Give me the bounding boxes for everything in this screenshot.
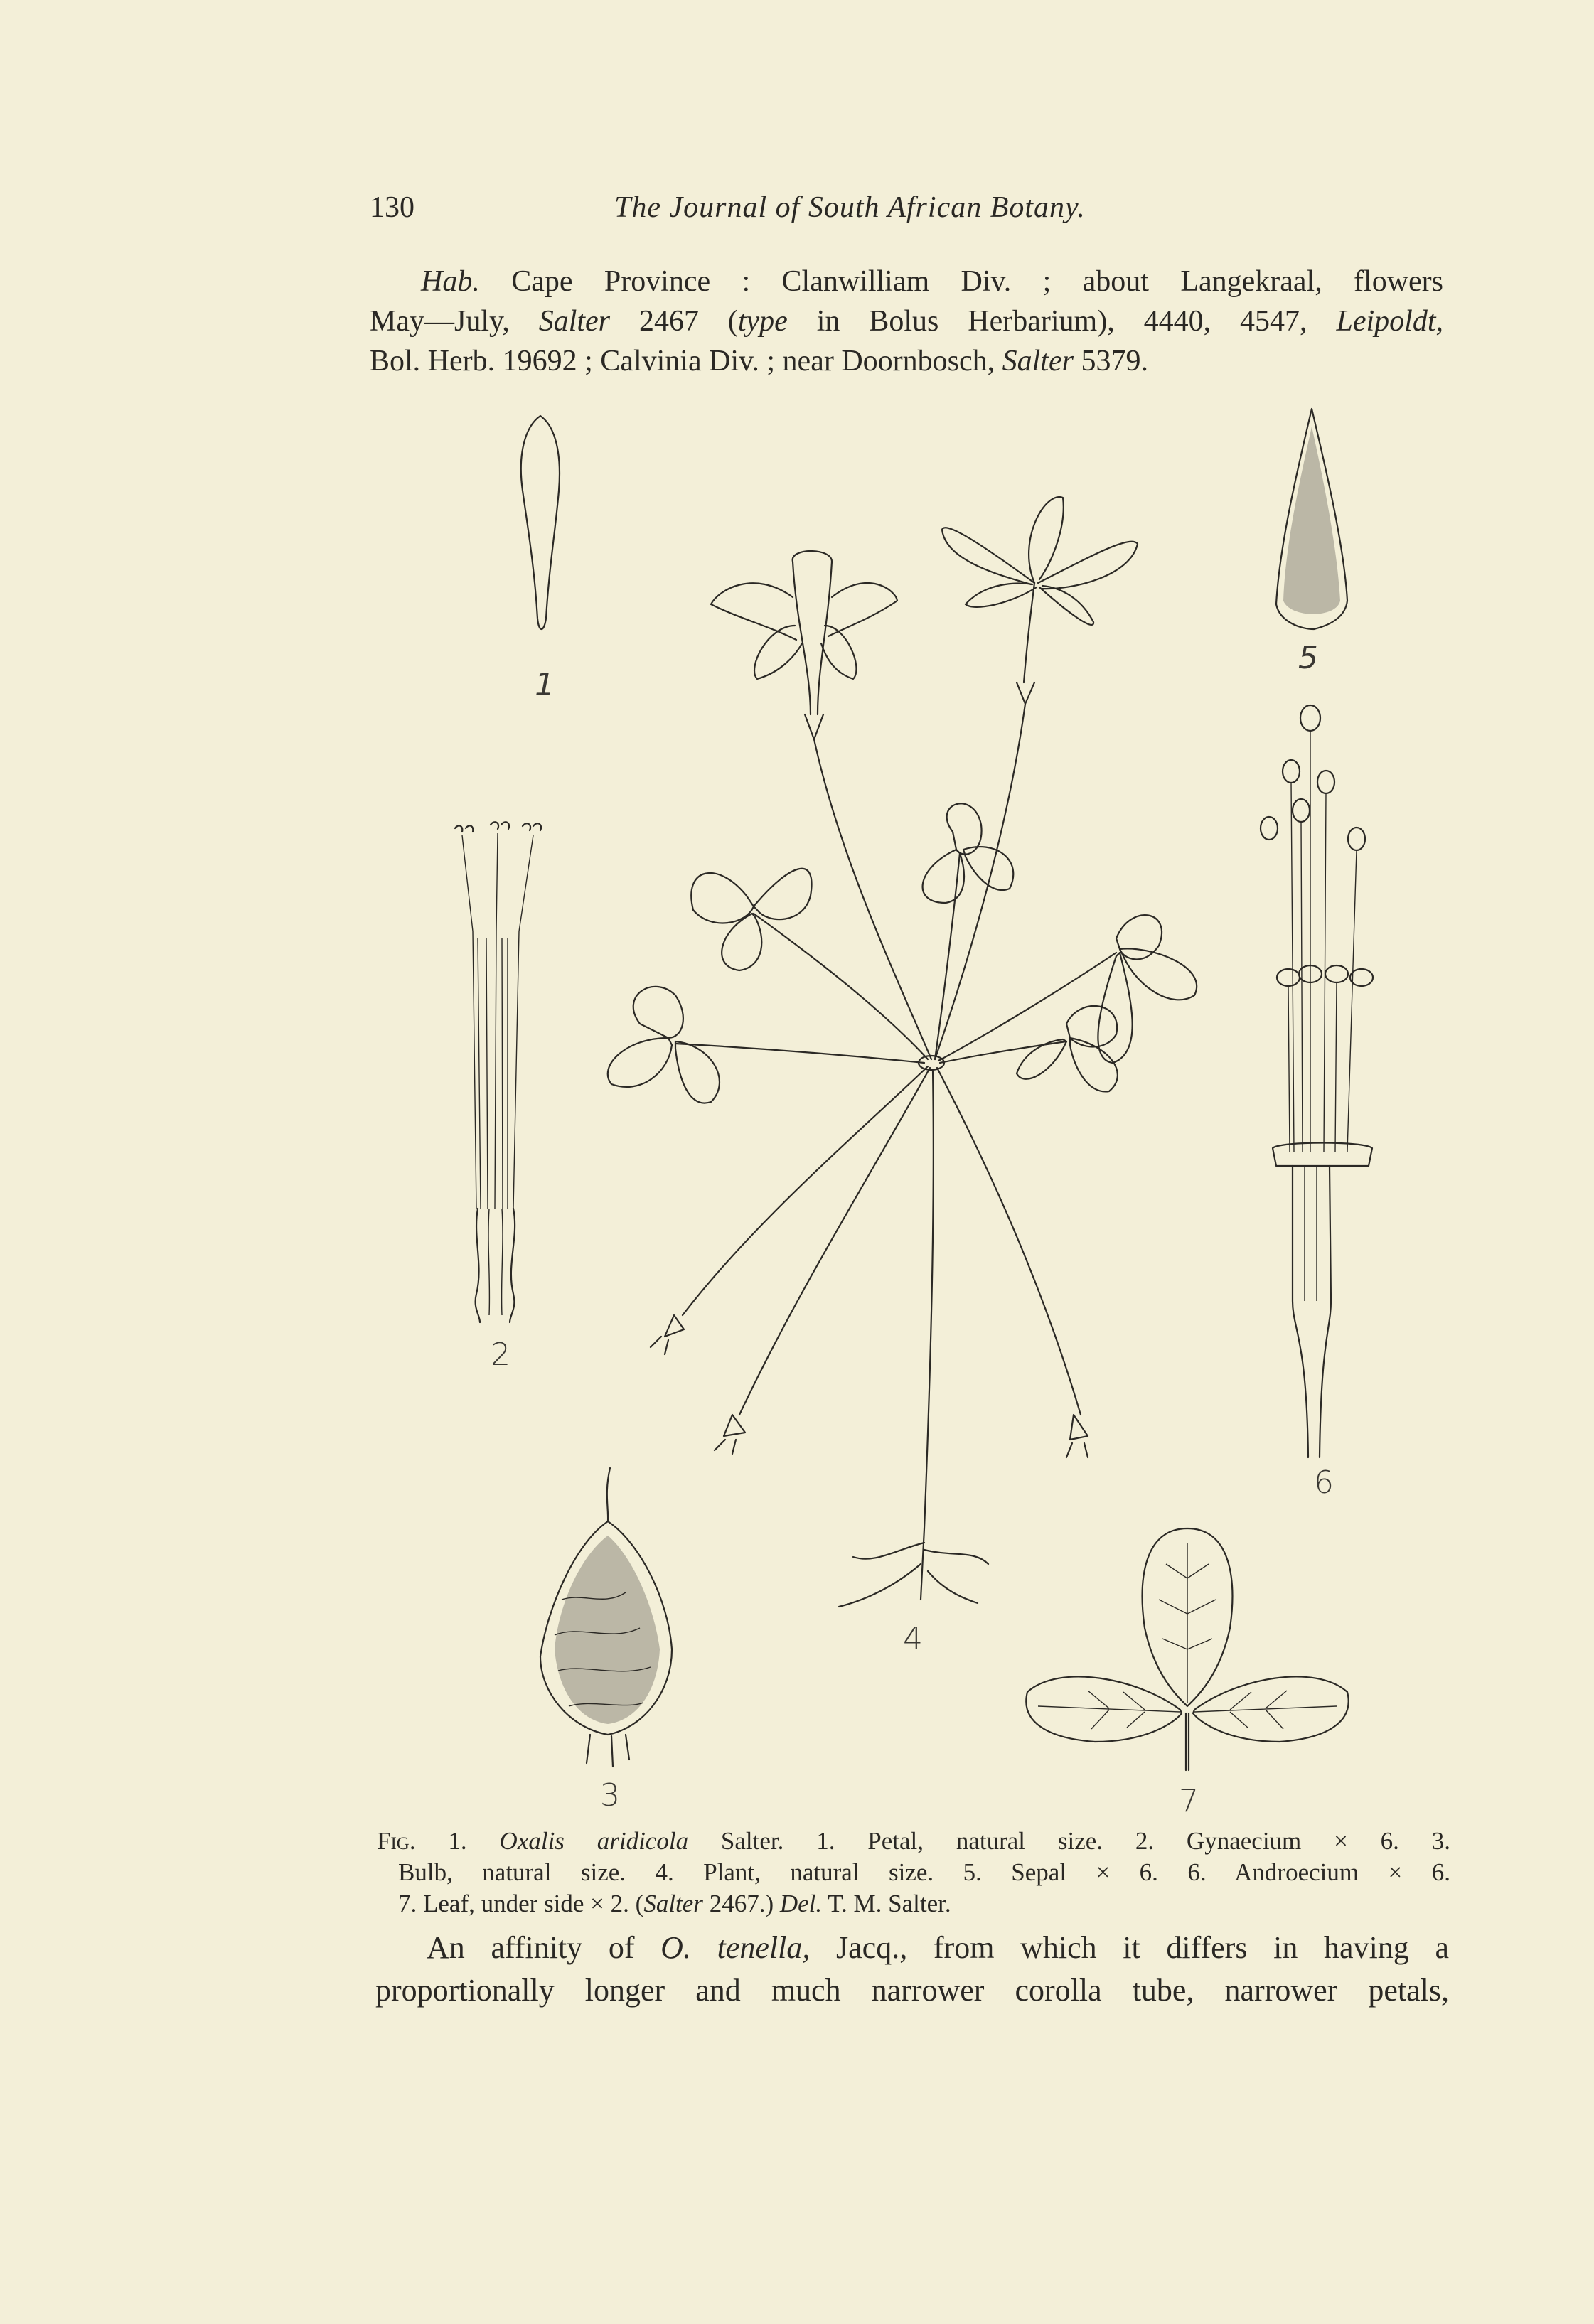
body-line-2: proportionally longer and much narrower corolla tube, narrower petals,	[375, 1973, 1449, 2008]
petal-illustration	[521, 416, 560, 629]
fig-number-leaf: 7	[1179, 1783, 1199, 1819]
fig-number-gynaecium: 2	[491, 1337, 510, 1373]
caption-text: 7. Leaf, under side × 2. (	[398, 1890, 644, 1917]
caption-line-2: Bulb, natural size. 4. Plant, natural size. 5. Sepal × 6. 6. Androecium × 6.	[398, 1858, 1450, 1886]
habitat-text: in Bolus Herbarium), 4440, 4547,	[787, 305, 1337, 338]
figure-caption	[377, 1826, 1450, 1919]
collector-name: Salter	[538, 305, 611, 338]
caption-text: T. M. Salter.	[822, 1890, 951, 1917]
collector-name: Salter	[1002, 345, 1074, 377]
plant-illustration	[608, 497, 1197, 1607]
body-text: Jacq., from which it differs in having a	[810, 1930, 1449, 1965]
body-species: O. tenella,	[660, 1930, 811, 1965]
body-text: An affinity of	[427, 1930, 661, 1965]
fig-number-plant: 4	[903, 1621, 923, 1657]
habitat-text: May—July,	[370, 305, 539, 338]
fig-number-sepal: 5	[1298, 640, 1318, 676]
gynaecium-illustration	[455, 822, 541, 1322]
fig-number-bulb: 3	[600, 1777, 620, 1814]
caption-line-1	[377, 1826, 1450, 1857]
caption-del: Del.	[779, 1890, 823, 1917]
caption-fig-label: Fig. 1.	[377, 1827, 467, 1855]
leaf-illustration	[1026, 1528, 1348, 1770]
androecium-illustration	[1261, 705, 1373, 1457]
habitat-text: Cape Province : Clanwilliam Div. ; about Langekraal, flowers	[511, 265, 1444, 298]
body-paragraph	[375, 1927, 1449, 2012]
caption-text: Salter. 1. Petal, natural size. 2. Gynaecium × 6. 3.	[688, 1827, 1451, 1855]
fig-number-androecium: 6	[1314, 1464, 1334, 1501]
bulb-illustration	[540, 1468, 672, 1767]
caption-collector: Salter	[643, 1890, 703, 1917]
body-line-1	[375, 1927, 1449, 1969]
habitat-label: Hab.	[421, 265, 480, 298]
fig-number-petal: 1	[535, 667, 555, 703]
type-word: type	[737, 305, 788, 338]
running-title: The Journal of South African Botany.	[614, 191, 1086, 224]
habitat-text: Bol. Herb. 19692 ; Calvinia Div. ; near Doornbosch,	[370, 345, 1002, 377]
collector-name: Leipoldt,	[1336, 305, 1443, 338]
habitat-text: 2467 (	[610, 305, 738, 338]
page-number: 130	[370, 191, 414, 224]
habitat-text: 5379.	[1073, 345, 1148, 377]
caption-species: Oxalis aridicola	[499, 1827, 689, 1855]
caption-text: 2467.)	[702, 1890, 780, 1917]
caption-line-3	[377, 1888, 1450, 1919]
sepal-illustration	[1276, 409, 1347, 629]
